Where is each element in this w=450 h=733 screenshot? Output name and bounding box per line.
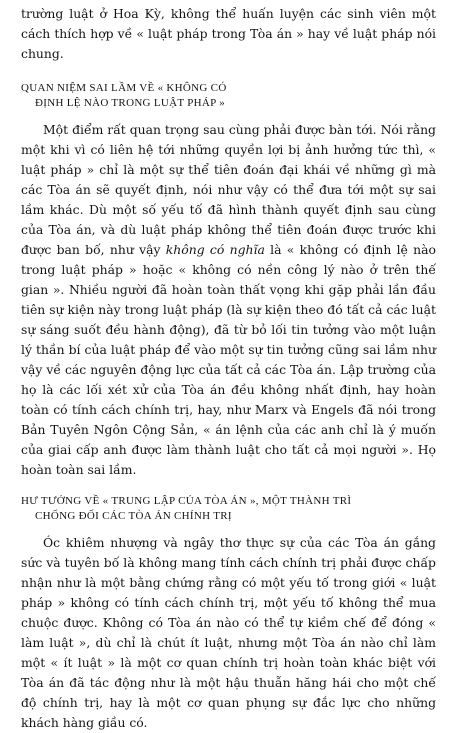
section-1-text-part-1: Một điểm rất quan trọng sau cùng phải được bàn tới. Nói rằng một khi vì có liên hệ tới những quyền lợi bị ảnh hưởng tức thì, « luật pháp » chỉ là một sự thể tiên đoán đại khái về những gì mà các Tòa án sẽ quyết định, nói như vậy có thể đưa tới một sự sai lầm khác. Dù một số yếu tố đã hình thành quyết định sau cùng của Tòa án, và dù luật pháp không thể tiên đoán được trước khi được ban bố, như vậy (21, 122, 436, 257)
section-1-text-part-2: là « không có định lệ nào trong luật pháp » hoặc « không có nền công lý nào ở trên thế gian ». Nhiều người đã hoàn toàn thất vọng khi gặp phải lần đầu tiên sự kiện này trong luật pháp (là sự kiện theo đó tất cả các luật sự sáng suốt đều hành động), đã từ bỏ lối tin tưởng vào một luận lý thần bí của luật pháp để vào một sự tin tưởng cũng sai lầm như vậy về các nguyên động lực của tất cả các Tòa án. Lập trường của họ là các lối xét xử của Tòa án đều không nhất định, hay hoàn toàn có tính cách chính trị, hay, như Marx và Engels đã nói trong Bản Tuyên Ngôn Cộng Sản, « án lệnh của các anh chỉ là ý muốn của giai cấp anh được làm thành luật cho tất cả mọi người ». Họ hoàn toàn sai lầm. (21, 242, 436, 477)
book-page (21, 4, 436, 733)
section-heading-1 (21, 81, 436, 111)
section-heading-1-line-2: ĐỊNH LỆ NÀO TRONG LUẬT PHÁP » (35, 97, 225, 109)
section-heading-2-line-1: HƯ TƯỞNG VỀ « TRUNG LẬP CỦA TÒA ÁN », MỘT THÀNH TRÌ (21, 495, 352, 507)
section-1-emphasis: không có nghĩa (165, 242, 265, 257)
section-heading-2-line-2: CHỐNG ĐỐI CÁC TÒA ÁN CHÍNH TRỊ (35, 510, 232, 522)
section-1-paragraph (21, 120, 436, 480)
section-heading-1-line-1: QUAN NIỆM SAI LẦM VỀ « KHÔNG CÓ (21, 82, 227, 94)
section-heading-2 (21, 494, 436, 524)
intro-paragraph: trường luật ở Hoa Kỳ, không thể huấn luyện các sinh viên một cách thích hợp về « luật pháp trong Tòa án » hay về luật pháp nói chung. (21, 6, 436, 61)
section-2-paragraph: Óc khiêm nhượng và ngây thơ thực sự của các Tòa án gắng sức và tuyên bố là không mang tính cách chính trị phải được chấp nhận như là một bằng chứng rằng có một yếu tố trong giới « luật pháp » không có tính cách chính trị, một yếu tố không thể mua chuộc được. Không có Tòa án nào có thể tự kiềm chế để đóng « làm luật », dù chỉ là chút ít luật, nhưng một Tòa án nào chỉ làm một « ít luật » là một cơ quan chính trị hoàn toàn khác biệt với Tòa án đã tác động như là một hậu thuẫn hăng hái cho một chế độ chính trị, hay là một cơ quan phụng sự đắc lực cho những khách hàng giầu có. (21, 535, 436, 730)
